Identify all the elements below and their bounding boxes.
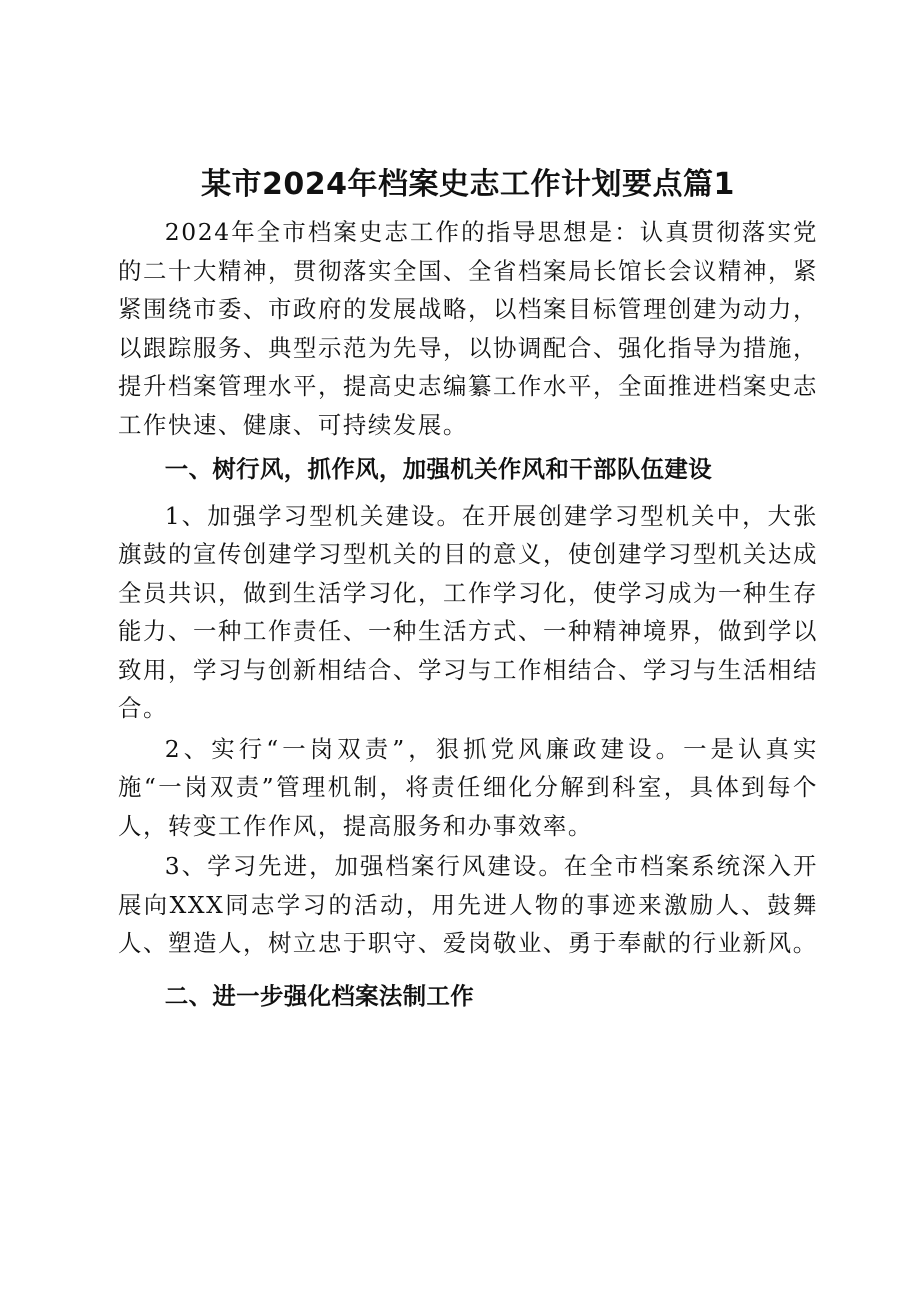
section1-item-3: 3、学习先进，加强档案行风建设。在全市档案系统深入开展向XXX同志学习的活动，用先进人物的事迹来激励人、鼓舞人、塑造人，树立忠于职守、爱岗敬业、勇于奉献的行业新风。 — [118, 852, 818, 957]
section-heading-2: 二、进一步强化档案法制工作 — [164, 981, 475, 1010]
intro-paragraph: 2024年全市档案史志工作的指导思想是：认真贯彻落实党的二十大精神，贯彻落实全国、全省档案局长馆长会议精神，紧紧围绕市委、市政府的发展战略，以档案目标管理创建为动力，以跟踪服务、典型示范为先导，以协调配合、强化指导为措施，提升档案管理水平，提高史志编纂工作水平，全面推进档案史志工作快速、健康、可持续发展。 — [118, 218, 818, 439]
document-page — [118, 160, 818, 1023]
section1-item-1: 1、加强学习型机关建设。在开展创建学习型机关中，大张旗鼓的宣传创建学习型机关的目的意义，使创建学习型机关达成全员共识，做到生活学习化，工作学习化，使学习成为一种生存能力、一种工作责任、一种生活方式、一种精神境界，做到学以致用，学习与创新相结合、学习与工作相结合、学习与生活相结合。 — [118, 501, 818, 722]
section1-item-2: 2、实行“一岗双责”，狠抓党风廉政建设。一是认真实施“一岗双责”管理机制，将责任细化分解到科室，具体到每个人，转变工作作风，提高服务和办事效率。 — [118, 734, 818, 840]
section-heading-1: 一、树行风，抓作风，加强机关作风和干部队伍建设 — [164, 455, 712, 483]
document-title: 某市2024年档案史志工作计划要点篇1 — [201, 167, 735, 202]
